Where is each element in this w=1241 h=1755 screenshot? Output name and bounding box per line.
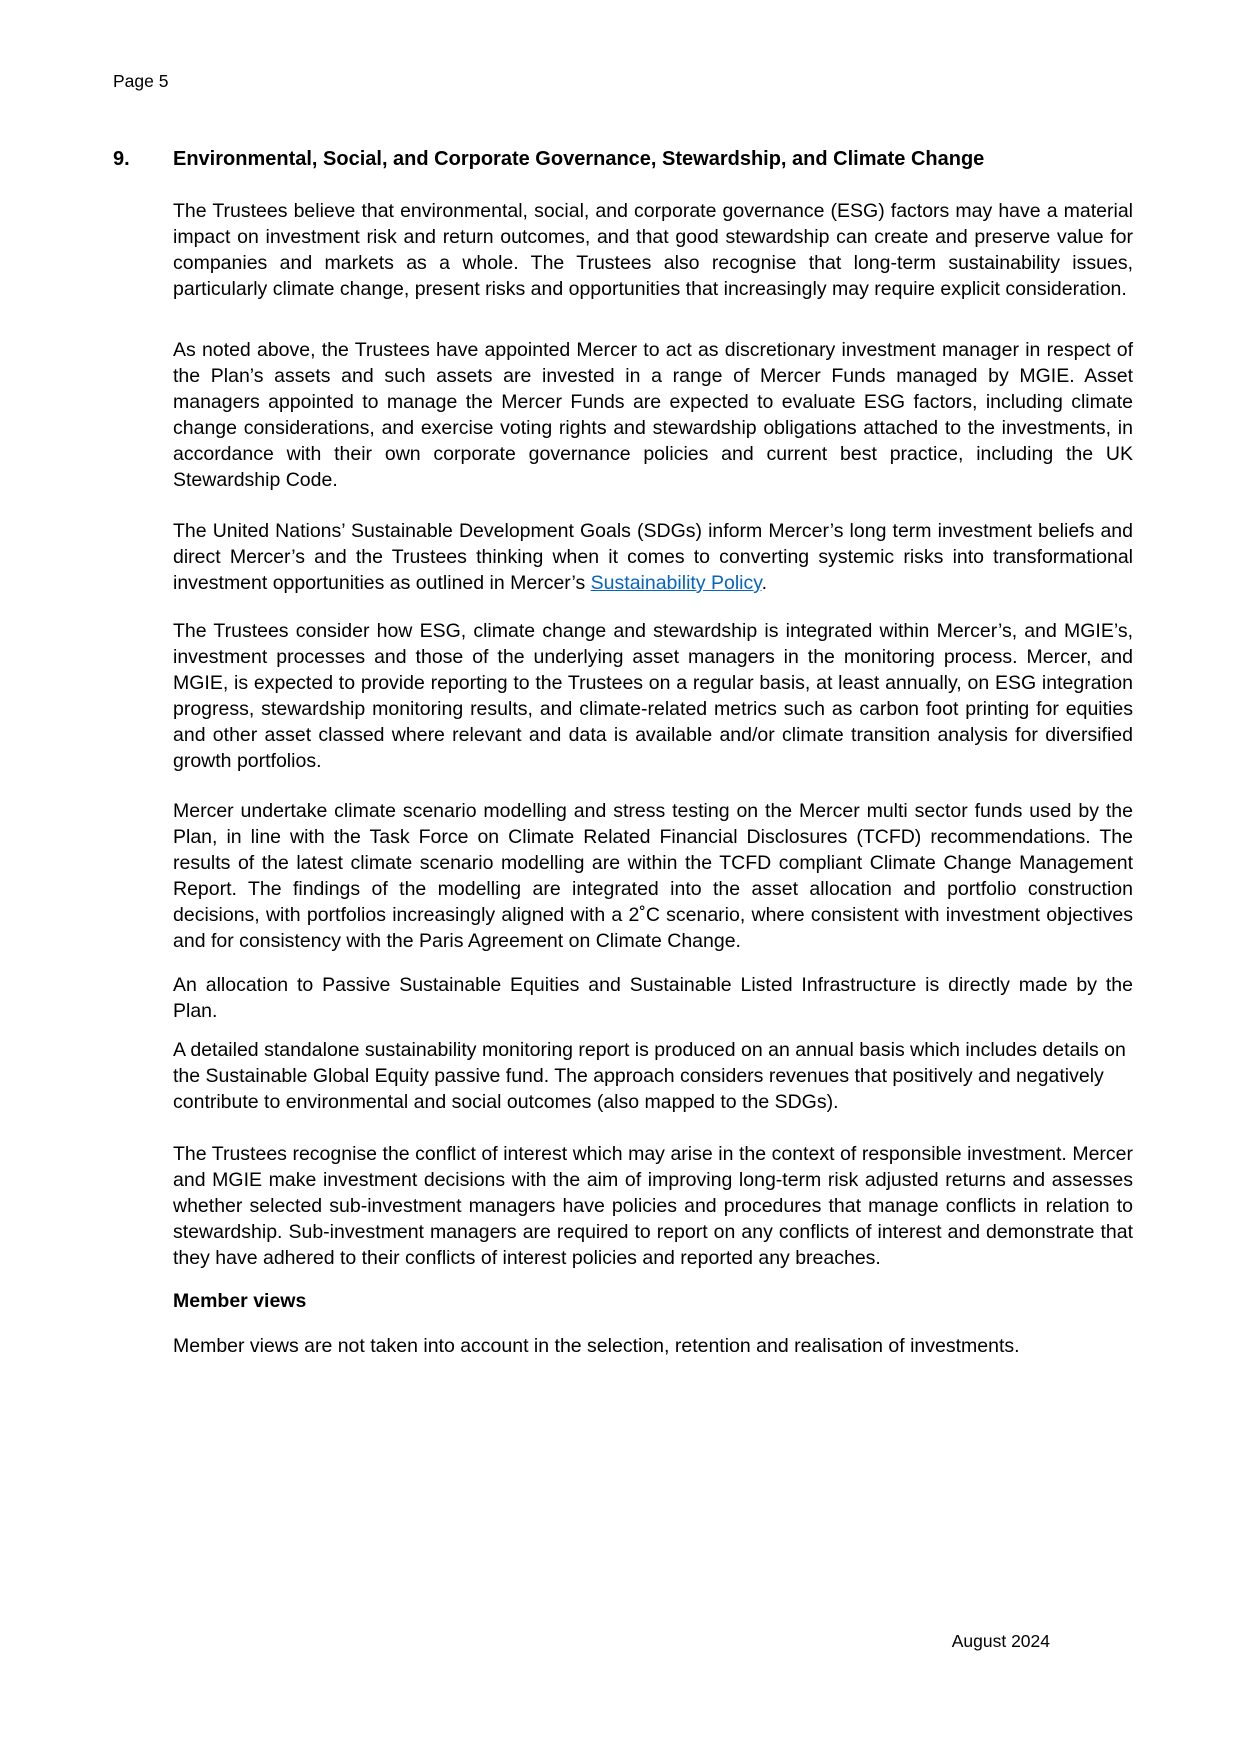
section-number: 9. [113, 148, 130, 170]
sdgs-text-after: . [761, 572, 767, 594]
sustainability-policy-link[interactable]: Sustainability Policy [590, 572, 762, 594]
paragraph-climate-scenario-modelling: Mercer undertake climate scenario modelling and stress testing on the Mercer multi sector funds used by the Plan, in line with the Task Force on Climate Related Financial Disclosures (TCFD) recommendations. The results of the latest climate scenario modelling are within the TCFD compliant Climate Change Management Report. The findings of the modelling are integrated into the asset allocation and portfolio construction decisions, with portfolios increasingly aligned with a 2˚C scenario, where consistent with investment objectives and for consistency with the Paris Agreement on Climate Change. [173, 800, 1133, 952]
section-heading [113, 146, 1133, 172]
paragraph-sdgs [173, 518, 1133, 596]
paragraph-esg-beliefs: The Trustees believe that environmental, social, and corporate governance (ESG) factors may have a material impact on investment risk and return outcomes, and that good stewardship can create and preserve value for companies and markets as a whole. The Trustees also recognise that long-term sustainability issues, particularly climate change, present risks and opportunities that increasingly may require explicit consideration. [173, 200, 1133, 300]
footer-date: August 2024 [951, 1631, 1050, 1651]
paragraph-passive-sustainable-allocation: An allocation to Passive Sustainable Equities and Sustainable Listed Infrastructure is directly made by the Plan. [173, 974, 1133, 1022]
section-body [173, 198, 1133, 1359]
paragraph-esg-integration-monitoring: The Trustees consider how ESG, climate change and stewardship is integrated within Mercer’s, and MGIE’s, investment processes and those of the underlying asset managers in the monitoring process. Mercer, and MGIE, is expected to provide reporting to the Trustees on a regular basis, at least annually, on ESG integration progress, stewardship monitoring results, and climate-related metrics such as carbon foot printing for equities and other asset classed where relevant and data is available and/or climate transition analysis for diversified growth portfolios. [173, 620, 1133, 772]
paragraph-conflicts-of-interest: The Trustees recognise the conflict of interest which may arise in the context of responsible investment. Mercer and MGIE make investment decisions with the aim of improving long-term risk adjusted returns and assesses whether selected sub-investment managers have policies and procedures that manage conflicts in relation to stewardship. Sub-investment managers are required to report on any conflicts of interest and demonstrate that they have adhered to their conflicts of interest policies and reported any breaches. [173, 1143, 1133, 1269]
paragraph-mercer-appointment: As noted above, the Trustees have appointed Mercer to act as discretionary investment manager in respect of the Plan’s assets and such assets are invested in a range of Mercer Funds managed by MGIE. Asset managers appointed to manage the Mercer Funds are expected to evaluate ESG factors, including climate change considerations, and exercise voting rights and stewardship obligations attached to the investments, in accordance with their own corporate governance policies and current best practice, including the UK Stewardship Code. [173, 339, 1133, 491]
paragraph-sustainability-monitoring-report: A detailed standalone sustainability monitoring report is produced on an annual basis which includes details on the Sustainable Global Equity passive fund. The approach considers revenues that positively and negatively contribute to environmental and social outcomes (also mapped to the SDGs). [173, 1039, 1126, 1113]
sdgs-text-before: The United Nations’ Sustainable Development Goals (SDGs) inform Mercer’s long term investment beliefs and direct Mercer’s and the Trustees thinking when it comes to converting systemic risks into transformational investment opportunities as outlined in Mercer’s [173, 520, 1133, 594]
section-title: Environmental, Social, and Corporate Governance, Stewardship, and Climate Change [173, 148, 985, 170]
paragraph-member-views: Member views are not taken into account in the selection, retention and realisation of investments. [173, 1335, 1020, 1357]
page-number: Page 5 [113, 71, 169, 91]
member-views-heading: Member views [173, 1290, 307, 1312]
